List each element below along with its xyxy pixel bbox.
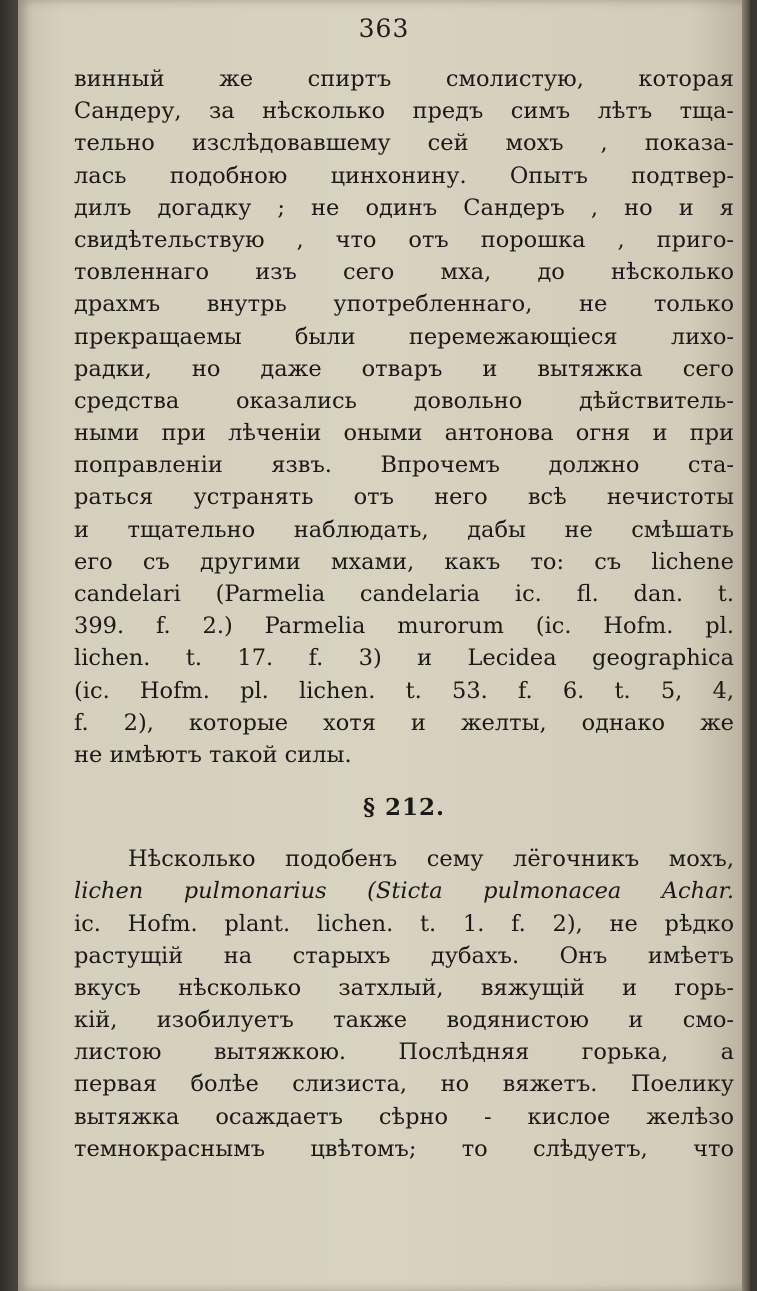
page-number: 363	[358, 14, 410, 43]
page-edge-shadow	[742, 0, 750, 1291]
text-line: товленнаго изъ сего мха, до нѣсколько	[74, 259, 734, 286]
text-line: темнокраснымъ цвѣтомъ; то слѣдуетъ, что	[74, 1135, 734, 1162]
text-line: лась подобною цинхонину. Опытъ подтвер-	[74, 162, 734, 189]
text-line: 399. f. 2.) Parmelia murorum (ic. Hofm. pl.	[74, 613, 734, 640]
text-line: его съ другими мхами, какъ то: съ lichene	[74, 548, 734, 575]
text-line: f. 2), которые хотя и желты, однако же	[74, 709, 734, 736]
text-line: дилъ догадку ; не одинъ Сандеръ , но и я	[74, 194, 734, 221]
text-line: ic. Hofm. plant. lichen. t. 1. f. 2), не рѣдко	[74, 910, 734, 937]
text-line: раться устранять отъ него всѣ нечистоты	[74, 484, 734, 511]
text-line: lichen. t. 17. f. 3) и Lecidea geographica	[74, 645, 734, 672]
text-line: ными при лѣченіи оными антонова огня и при	[74, 420, 734, 447]
paragraph-1	[74, 63, 734, 771]
text-line: поправленіи язвъ. Впрочемъ должно ста-	[74, 452, 734, 479]
text-line: не имѣютъ такой силы.	[74, 741, 352, 768]
book-page	[18, 0, 750, 1291]
section-heading: § 212.	[362, 794, 446, 822]
text-line: драхмъ внутрь употребленнаго, не только	[74, 291, 734, 318]
text-line: lichen pulmonarius (Sticta pulmonacea Achar.	[74, 878, 734, 905]
text-line: радки, но даже отваръ и вытяжка сего	[74, 355, 734, 382]
text-line: растущій на старыхъ дубахъ. Онъ имѣетъ	[74, 942, 734, 969]
text-line: кій, изобилуетъ также водянистою и смо-	[74, 1007, 734, 1034]
paragraph-2	[74, 843, 734, 1165]
text-line: candelari (Parmelia candelaria ic. fl. dan. t.	[74, 581, 734, 607]
text-line: винный же спиртъ смолистую, которая	[74, 66, 734, 92]
text-line: вытяжка осаждаетъ сѣрно - кислое желѣзо	[74, 1103, 734, 1130]
text-line: Нѣсколько подобенъ сему лёгочникъ мохъ,	[128, 846, 734, 873]
text-line: Сандеру, за нѣсколько предъ симъ лѣтъ тща-	[74, 98, 734, 125]
page-text	[74, 63, 734, 1165]
text-line: средства оказались довольно дѣйствитель-	[74, 387, 734, 414]
text-line: (ic. Hofm. pl. lichen. t. 53. f. 6. t. 5, 4,	[74, 677, 734, 704]
text-line: и тщательно наблюдать, дабы не смѣшать	[74, 516, 734, 543]
text-line: вкусъ нѣсколько затхлый, вяжущій и горь-	[74, 974, 734, 1001]
text-line: первая болѣе слизиста, но вяжетъ. Поелику	[74, 1071, 734, 1098]
text-line: свидѣтельствую , что отъ порошка , приго-	[74, 226, 734, 253]
book-binding-shadow	[0, 0, 18, 1291]
text-line: листою вытяжкою. Послѣдняя горька, а	[74, 1039, 734, 1066]
text-line: тельно изслѣдовавшему сей мохъ , показа-	[74, 130, 734, 157]
text-line: прекращаемы были перемежающіеся лихо-	[74, 323, 734, 350]
